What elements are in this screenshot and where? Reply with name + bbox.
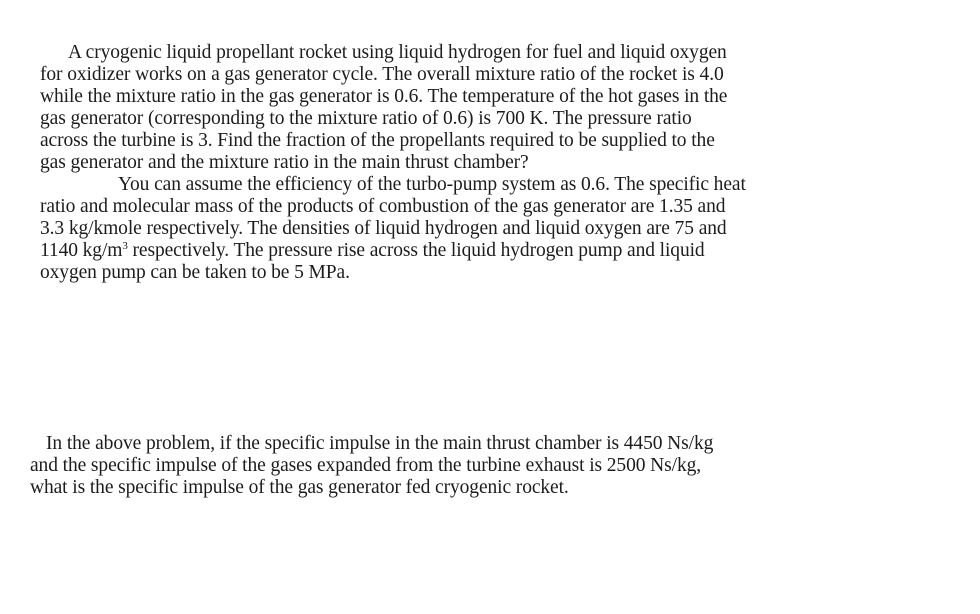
text-line: for oxidizer works on a gas generator cycle. The overall mixture ratio of the rocket is 4.0 bbox=[40, 64, 724, 85]
density-rest: respectively. The pressure rise across the liquid hydrogen pump and liquid bbox=[127, 240, 705, 261]
text-line: A cryogenic liquid propellant rocket using liquid hydrogen for fuel and liquid oxygen bbox=[68, 42, 727, 63]
text-line: and the specific impulse of the gases expanded from the turbine exhaust is 2500 Ns/kg, bbox=[30, 455, 702, 476]
text-line: across the turbine is 3. Find the fraction of the propellants required to be supplied to the bbox=[40, 130, 715, 151]
density-value: 1140 kg/m bbox=[40, 240, 123, 261]
text-line: 3.3 kg/kmole respectively. The densities of liquid hydrogen and liquid oxygen are 75 and bbox=[40, 218, 727, 239]
text-line: In the above problem, if the specific impulse in the main thrust chamber is 4450 Ns/kg bbox=[46, 433, 714, 454]
text-line: gas generator (corresponding to the mixture ratio of 0.6) is 700 K. The pressure ratio bbox=[40, 108, 692, 129]
superscript-exponent: 3 bbox=[122, 240, 128, 252]
text-line: gas generator and the mixture ratio in the main thrust chamber? bbox=[40, 152, 529, 173]
text-line: while the mixture ratio in the gas generator is 0.6. The temperature of the hot gases in the bbox=[40, 86, 728, 107]
text-line: what is the specific impulse of the gas generator fed cryogenic rocket. bbox=[30, 477, 569, 498]
text-line: You can assume the efficiency of the turbo-pump system as 0.6. The specific heat bbox=[118, 174, 746, 195]
text-line: ratio and molecular mass of the products of combustion of the gas generator are 1.35 and bbox=[40, 196, 726, 217]
text-line: oxygen pump can be taken to be 5 MPa. bbox=[40, 262, 350, 283]
text-line-density bbox=[40, 240, 705, 262]
